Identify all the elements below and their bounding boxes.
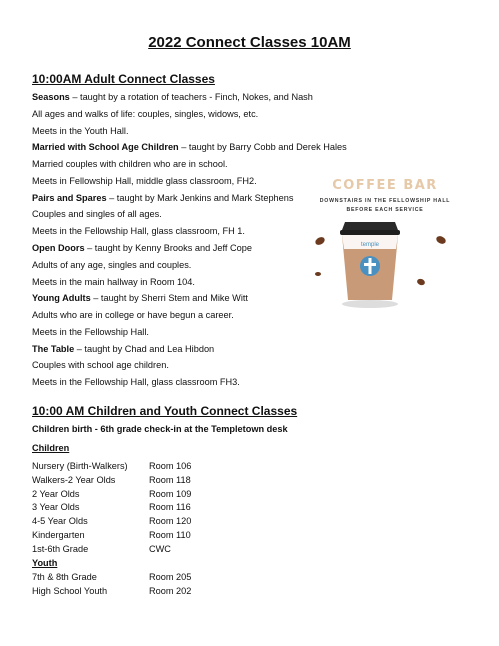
class-married-line [32,142,347,152]
list-item: 1st-6th Grade [32,544,89,554]
class-location: Meets in the Fellowship Hall, glass classroom, FH 1. [32,226,245,236]
page-title: 2022 Connect Classes 10AM [148,34,351,51]
room-value: Room 110 [149,530,191,540]
class-location: Meets in the Fellowship Hall. [32,327,149,337]
list-item: 4-5 Year Olds [32,516,88,526]
class-name: Pairs and Spares [32,193,107,203]
children-subheading: Children [32,443,70,453]
list-item: 3 Year Olds [32,502,80,512]
class-teacher: – taught by Chad and Lea Hibdon [74,344,215,354]
cup-lid-rim [340,230,400,235]
room-value: Room 116 [149,502,191,512]
class-name: The Table [32,344,75,354]
room-value: Room 202 [149,586,192,596]
coffee-bean-icon [416,278,426,286]
class-audience: Adults of any age, singles and couples. [32,260,192,270]
class-audience: Couples with school age children. [32,360,169,370]
class-location: Meets in the Youth Hall. [32,126,129,136]
class-seasons-line [32,92,313,102]
class-audience: Couples and singles of all ages. [32,209,162,219]
list-item: 2 Year Olds [32,489,80,499]
room-value: Room 106 [149,461,192,471]
list-item: Nursery (Birth-Walkers) [32,461,128,471]
room-value: Room 118 [149,475,191,485]
room-value: Room 120 [149,516,192,526]
room-value: CWC [149,544,171,554]
list-item: Kindergarten [32,530,85,540]
class-open-doors-line [32,243,252,253]
class-audience: All ages and walks of life: couples, singles, widows, etc. [32,109,259,119]
list-item: 7th & 8th Grade [32,572,97,582]
class-teacher: – taught by Sherri Stem and Mike Witt [90,293,248,303]
class-location: Meets in Fellowship Hall, middle glass classroom, FH2. [32,176,257,186]
class-pairs-line [32,193,293,203]
coffee-bean-icon [315,272,321,276]
class-name: Open Doors [32,243,85,253]
class-name: Young Adults [32,293,91,303]
ad-subtitle-location: DOWNSTAIRS IN THE FELLOWSHIP HALL [319,198,451,204]
class-location: Meets in the Fellowship Hall, glass classroom FH3. [32,377,240,387]
class-audience: Adults who are in college or have begun a career. [32,310,234,320]
list-item: High School Youth [32,586,108,596]
class-audience: Married couples with children who are in school. [32,159,228,169]
children-section-heading: 10:00 AM Children and Youth Connect Classes [32,404,298,418]
youth-subheading: Youth [32,558,58,568]
adult-section-heading: 10:00AM Adult Connect Classes [32,72,215,86]
cup-lid [342,222,398,230]
cup-shadow [342,300,398,308]
coffee-bean-icon [435,235,447,246]
ad-subtitle-time: BEFORE EACH SERVICE [346,207,424,213]
class-teacher: – taught by a rotation of teachers - Finch, Nokes, and Nash [69,92,313,102]
class-young-adults-line [32,293,248,303]
list-item: Walkers-2 Year Olds [32,475,116,485]
cup-brand-text: temple [360,242,380,248]
room-value: Room 109 [149,489,192,499]
class-name: Seasons [32,92,70,102]
checkin-note: Children birth - 6th grade check-in at the Templetown desk [32,424,288,434]
class-the-table-line [32,344,214,354]
class-location: Meets in the main hallway in Room 104. [32,277,195,287]
coffee-bean-icon [314,235,326,246]
coffee-cup-illustration [300,216,470,316]
class-teacher: – taught by Mark Jenkins and Mark Stephens [106,193,294,203]
ad-title: COFFEE BAR [332,178,438,193]
class-teacher: – taught by Kenny Brooks and Jeff Cope [84,243,252,253]
room-value: Room 205 [149,572,192,582]
coffee-bar-ad [300,176,470,316]
class-teacher: – taught by Barry Cobb and Derek Hales [178,142,347,152]
class-name: Married with School Age Children [32,142,179,152]
